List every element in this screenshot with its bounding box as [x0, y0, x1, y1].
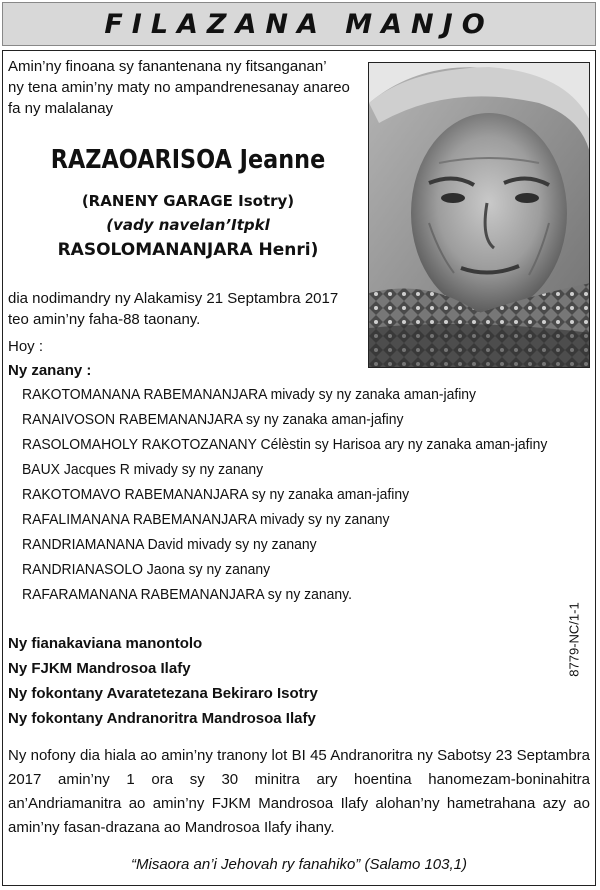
intro-line: ny tena amin’ny maty no ampandrenesanay anareo	[8, 79, 350, 96]
list-item: RAKOTOMAVO RABEMANANJARA sy ny zanaka aman-jafiny	[22, 486, 410, 503]
family-list	[8, 634, 318, 734]
list-item: Ny FJKM Mandrosoa Ilafy	[8, 660, 191, 677]
list-item: Ny fokontany Avaratetezana Bekiraro Isotry	[8, 685, 318, 702]
children-list	[22, 385, 592, 610]
hoy-label: Hoy :	[8, 338, 44, 355]
notice-title: FILAZANA MANJO	[104, 8, 494, 40]
funeral-line: amin’ny fasan-drazana ao Mandrosoa Ilafy ihany.	[8, 819, 335, 836]
death-details	[8, 288, 368, 330]
reference-code	[566, 600, 582, 680]
death-line: dia nodimandry ny Alakamisy 21 Septambra 2017	[8, 290, 339, 307]
list-item: RAKOTOMANANA RABEMANANJARA mivady sy ny zanaka aman-jafiny	[22, 386, 477, 403]
portrait-image	[369, 63, 590, 368]
funeral-details	[8, 744, 590, 840]
funeral-line: 2017 amin’ny 1 ora sy 30 minitra ary hoentina hanomezam-boninahitra	[8, 771, 590, 788]
deceased-spouse: RASOLOMANANJARA Henri)	[57, 240, 319, 260]
deceased-widow-of: (vady navelan’Itpkl	[106, 216, 270, 234]
list-item: Ny fianakaviana manontolo	[8, 635, 203, 652]
funeral-line: Ny nofony dia hiala ao amin’ny tranony lot BI 45 Andranoritra ny Sabotsy 23 Septambra	[8, 747, 590, 764]
list-item: RANAIVOSON RABEMANANJARA sy ny zanaka aman-jafiny	[22, 411, 404, 428]
list-item: RAFALIMANANA RABEMANANJARA mivady sy ny zanany	[22, 511, 390, 528]
funeral-line: an’Andriamanitra ao amin’ny FJKM Mandrosoa Ilafy alohan’ny hametrahana azy ao	[8, 795, 590, 812]
intro-line: Amin’ny finoana sy fanantenana ny fitsanganan’	[8, 58, 327, 75]
reference-text: 8779-NC/1-1	[566, 602, 582, 677]
list-item: RASOLOMAHOLY RAKOTOZANANY Célèstin sy Harisoa ary ny zanaka aman-jafiny	[22, 436, 548, 453]
notice-header	[2, 2, 596, 46]
children-heading: Ny zanany :	[8, 362, 92, 379]
death-line: teo amin’ny faha-88 taonany.	[8, 311, 201, 328]
list-item: Ny fokontany Andranoritra Mandrosoa Ilafy	[8, 710, 316, 727]
deceased-photo	[368, 62, 590, 368]
list-item: RANDRIAMANANA David mivady sy ny zanany	[22, 536, 317, 553]
intro-line: fa ny malalanay	[8, 100, 114, 117]
list-item: BAUX Jacques R mivady sy ny zanany	[22, 461, 264, 478]
deceased-maiden-name: (RANENY GARAGE Isotry)	[81, 192, 295, 210]
list-item: RANDRIANASOLO Jaona sy ny zanany	[22, 561, 271, 578]
intro-text	[8, 56, 368, 119]
list-item: RAFARAMANANA RABEMANANJARA sy ny zanany.	[22, 586, 353, 603]
deceased-name: RAZAOARISOA Jeanne	[50, 145, 326, 175]
closing-quote: “Misaora an’i Jehovah ry fanahiko” (Salamo 103,1)	[131, 856, 467, 873]
